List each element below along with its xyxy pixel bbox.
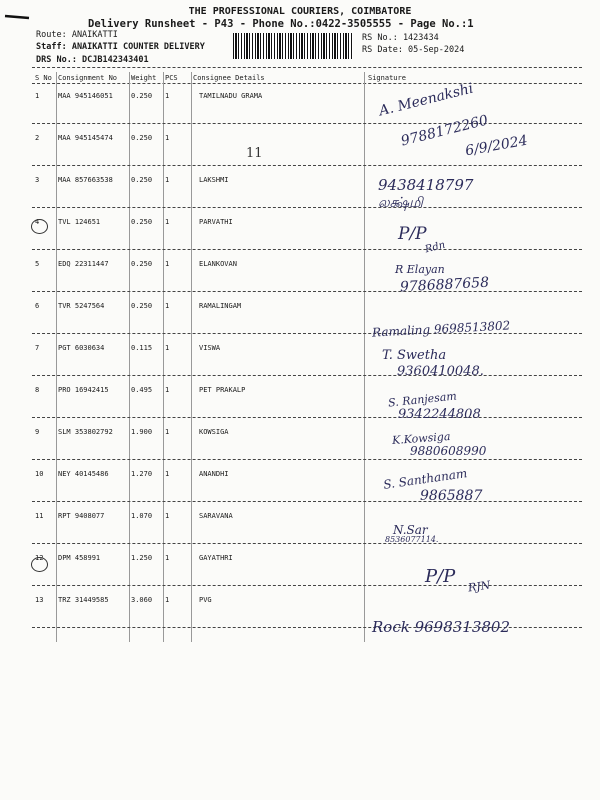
row-consignment: TVL 124651	[58, 218, 101, 226]
row-weight: 1.250	[131, 554, 153, 562]
column-line	[129, 72, 130, 642]
column-line	[191, 72, 192, 642]
col-header-pcs: PCS	[165, 74, 178, 82]
row-pcs: 1	[165, 428, 170, 436]
signature-13: Rock 9698313802	[372, 618, 511, 636]
row-weight: 0.250	[131, 218, 153, 226]
row-weight: 1.070	[131, 512, 153, 520]
row-consignment: MAA 857663538	[58, 176, 113, 184]
col-header-consignment: Consignment No	[58, 74, 118, 82]
row-pcs: 1	[165, 554, 170, 562]
signature-11: N.Sar	[393, 523, 428, 537]
row-weight: 0.115	[131, 344, 153, 352]
row-divider	[32, 165, 582, 166]
row-consignee: VISWA	[199, 344, 221, 352]
row-weight: 0.250	[131, 92, 153, 100]
row-sno: 7	[35, 344, 40, 352]
row-weight: 0.495	[131, 386, 153, 394]
signature-3-phone: 9438418797	[378, 176, 474, 194]
signature-8: S. Ranjesam	[387, 389, 458, 410]
row-consignee: ANANDHI	[199, 470, 229, 478]
circle-mark	[31, 219, 48, 234]
row-pcs: 1	[165, 470, 170, 478]
row-divider	[32, 207, 582, 208]
signature-4-b: Rdn	[423, 239, 447, 256]
signature-3: லக்ஷ்மி	[378, 195, 423, 211]
row-divider	[32, 543, 582, 544]
barcode	[233, 33, 353, 59]
signature-5: R Elayan	[395, 263, 445, 276]
row-pcs: 1	[165, 134, 170, 142]
signature-9-phone: 9880608990	[410, 444, 487, 458]
row-sno: 12	[35, 554, 44, 562]
column-line	[56, 72, 57, 642]
row-pcs: 1	[165, 260, 170, 268]
row-consignee: LAKSHMI	[199, 176, 229, 184]
row-divider	[32, 585, 582, 586]
runsheet-title: Delivery Runsheet - P43 - Phone No.:0422-3505555 - Page No.:1	[88, 18, 474, 30]
col-header-weight: Weight	[131, 74, 157, 82]
row-consignment: MAA 945145474	[58, 134, 113, 142]
signature-12-b: RJN	[467, 578, 492, 595]
row-sno: 1	[35, 92, 40, 100]
column-line	[163, 72, 164, 642]
row-consignment: RPT 9408077	[58, 512, 105, 520]
row-sno: 8	[35, 386, 40, 394]
circle-mark	[31, 557, 48, 572]
row-consignee: PARVATHI	[199, 218, 233, 226]
row-consignee: RAMALINGAM	[199, 302, 242, 310]
row-weight: 0.250	[131, 176, 153, 184]
drs-number: DRS No.: DCJB142343401	[36, 55, 149, 65]
signature-6: Ramaling 9698513802	[371, 318, 511, 340]
row-sno: 5	[35, 260, 40, 268]
row-sno: 2	[35, 134, 40, 142]
signature-1-date: 6/9/2024	[464, 132, 529, 160]
row-consignment: MAA 945146051	[58, 92, 113, 100]
col-header-consignee: Consignee Details	[193, 74, 265, 82]
row-divider	[32, 459, 582, 460]
rs-number: RS No.: 1423434	[362, 33, 439, 43]
row-pcs: 1	[165, 512, 170, 520]
signature-1-phone: 9788172260	[399, 112, 490, 150]
row-divider	[32, 291, 582, 292]
row-weight: 0.250	[131, 302, 153, 310]
row-sno: 6	[35, 302, 40, 310]
signature-12: P/P	[425, 566, 456, 587]
signature-9: K.Kowsiga	[391, 429, 451, 448]
signature-10: S. Santhanam	[382, 466, 469, 492]
row-pcs: 1	[165, 386, 170, 394]
signature-1: A. Meenakshi	[377, 80, 475, 120]
row-divider	[32, 375, 582, 376]
signature-7-phone: 9360410048.	[397, 364, 484, 379]
row-divider	[32, 249, 582, 250]
row-pcs: 1	[165, 92, 170, 100]
row-sno: 10	[35, 470, 44, 478]
signature-11-phone: 8536077114.	[385, 535, 439, 544]
row-consignment: SLM 353802792	[58, 428, 113, 436]
signature-10-phone: 9865887	[420, 488, 483, 504]
row-pcs: 1	[165, 218, 170, 226]
row-consignment: DPM 458991	[58, 554, 101, 562]
col-header-signature: Signature	[368, 74, 406, 82]
row-consignee: PVG	[199, 596, 212, 604]
row-weight: 1.900	[131, 428, 153, 436]
row-consignment: EDQ 22311447	[58, 260, 109, 268]
row-pcs: 1	[165, 176, 170, 184]
row-sno: 3	[35, 176, 40, 184]
row-weight: 3.060	[131, 596, 153, 604]
row-pcs: 1	[165, 302, 170, 310]
row-consignment: NEY 40145486	[58, 470, 109, 478]
row-consignment: TVR 5247564	[58, 302, 105, 310]
signature-5-phone: 9786887658	[399, 274, 490, 296]
signature-7: T. Swetha	[382, 348, 447, 363]
divider	[32, 83, 582, 84]
staff-label: Staff: ANAIKATTI COUNTER DELIVERY	[36, 42, 205, 52]
row-consignee: PET PRAKALP	[199, 386, 246, 394]
row-sno: 4	[35, 218, 40, 226]
row-consignee: ELANKOVAN	[199, 260, 237, 268]
row-sno: 9	[35, 428, 40, 436]
row-sno: 13	[35, 596, 44, 604]
row-weight: 1.270	[131, 470, 153, 478]
row-divider	[32, 501, 582, 502]
handwritten-mark: 11	[246, 146, 263, 161]
row-consignment: PRO 16942415	[58, 386, 109, 394]
row-sno: 11	[35, 512, 44, 520]
row-pcs: 1	[165, 596, 170, 604]
col-header-sno: S No	[35, 74, 52, 82]
divider	[32, 67, 582, 68]
company-title: THE PROFESSIONAL COURIERS, COIMBATORE	[188, 6, 412, 17]
row-consignee: TAMILNADU GRAMA	[199, 92, 263, 100]
row-divider	[32, 417, 582, 418]
row-divider	[32, 123, 582, 124]
row-consignment: TRZ 31449585	[58, 596, 109, 604]
row-consignment: PGT 6030634	[58, 344, 105, 352]
row-consignee: GAYATHRI	[199, 554, 233, 562]
row-pcs: 1	[165, 344, 170, 352]
signature-8-phone: 9342244808	[398, 407, 481, 422]
column-line	[364, 72, 365, 642]
rs-date: RS Date: 05-Sep-2024	[362, 45, 465, 55]
signature-4: P/P	[398, 224, 427, 244]
row-weight: 0.250	[131, 134, 153, 142]
row-divider	[32, 333, 582, 334]
route-label: Route: ANAIKATTI	[36, 30, 118, 40]
row-consignee: SARAVANA	[199, 512, 233, 520]
row-consignee: KOWSIGA	[199, 428, 229, 436]
row-weight: 0.250	[131, 260, 153, 268]
